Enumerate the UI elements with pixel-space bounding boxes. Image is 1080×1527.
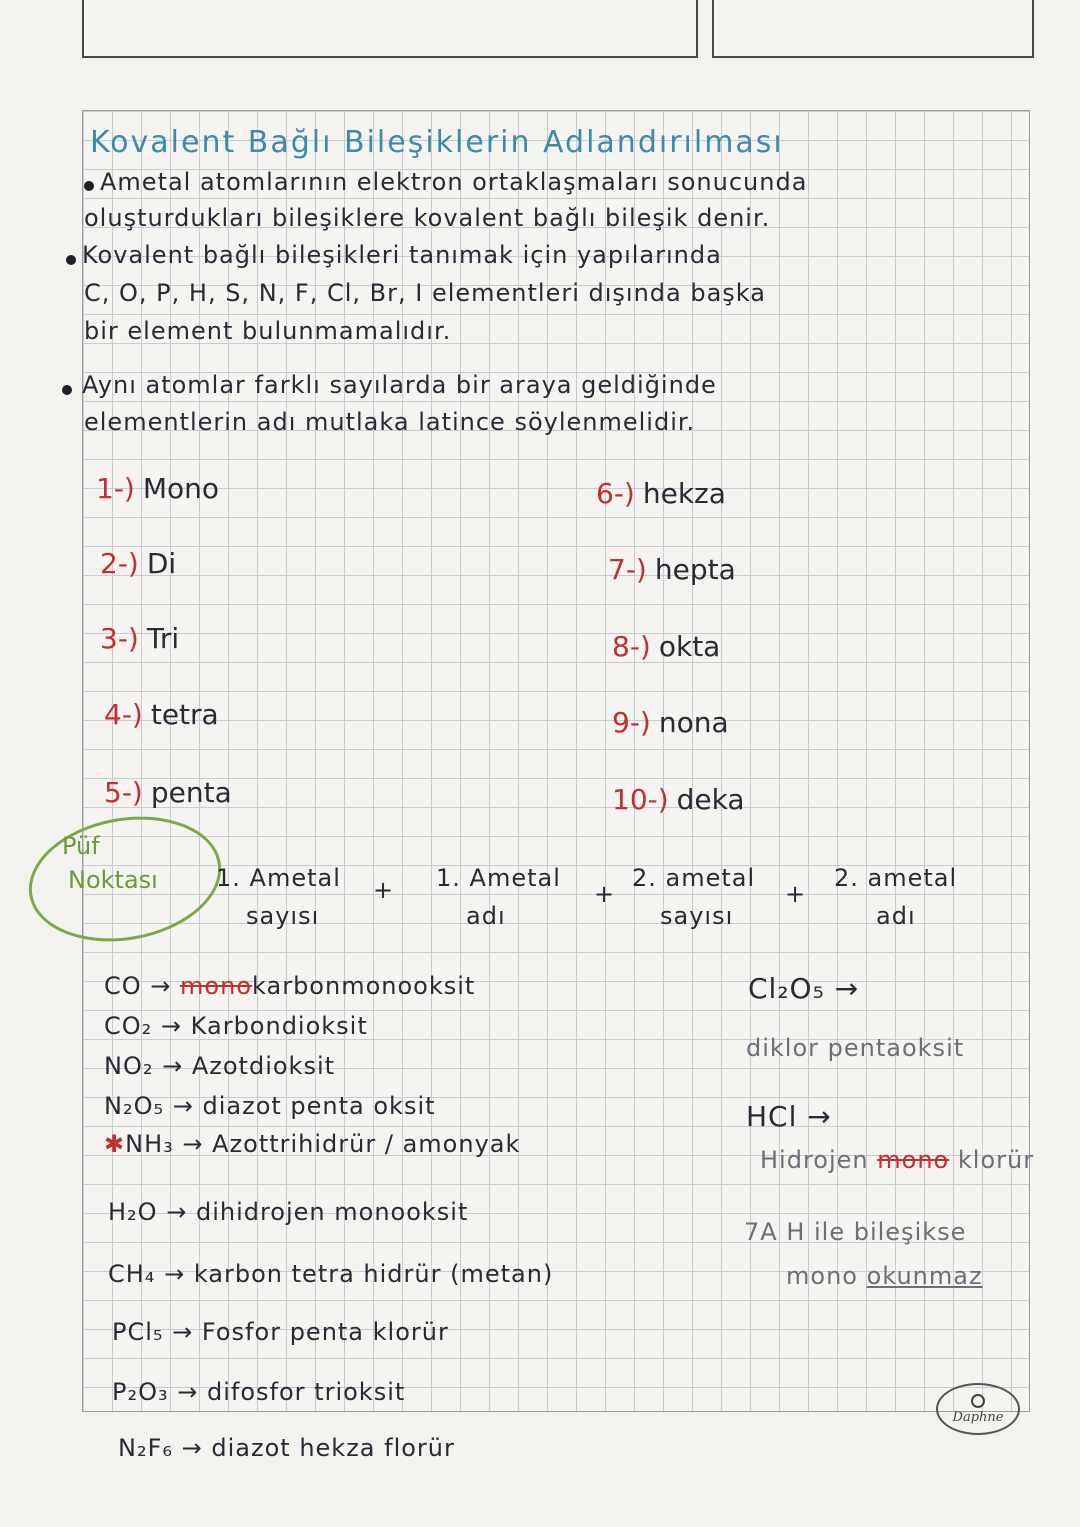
note-line-5: bir element bulunmamalıdır. xyxy=(84,317,452,345)
prefix-4: 4-) tetra xyxy=(104,698,219,731)
rule-part-4a: 2. ametal xyxy=(834,864,958,892)
rule-part-1a: 1. Ametal xyxy=(216,864,341,892)
bullet-3 xyxy=(62,385,72,395)
example-p2o3: P₂O₃ → difosfor trioksit xyxy=(112,1378,406,1406)
logo-mark-icon xyxy=(971,1394,985,1408)
prefix-9: 9-) nona xyxy=(612,706,729,739)
example-co2: CO₂ → Karbondioksit xyxy=(104,1012,368,1040)
daphne-logo xyxy=(936,1383,1020,1435)
prefix-1: 1-) Mono xyxy=(96,472,220,505)
note-line-7: elementlerin adı mutlaka latince söylenmelidir. xyxy=(84,408,696,436)
rule-part-1b: sayısı xyxy=(246,902,320,930)
side-cl2o5-name: diklor pentaoksit xyxy=(746,1034,965,1062)
prefix-2: 2-) Di xyxy=(100,547,177,580)
rule-plus-1: + xyxy=(373,876,395,904)
tip-label-2: Noktası xyxy=(68,866,158,894)
rule-part-2a: 1. Ametal xyxy=(436,864,561,892)
side-hcl-name: Hidrojen mono klorür xyxy=(760,1146,1035,1174)
rule-part-2b: adı xyxy=(466,902,506,930)
prefix-10: 10-) deka xyxy=(612,783,745,816)
top-margin-box-left xyxy=(82,0,698,58)
side-note-line-2: mono okunmaz xyxy=(786,1262,983,1290)
note-line-3: Kovalent bağlı bileşikleri tanımak için yapılarında xyxy=(82,241,722,269)
rule-part-3a: 2. ametal xyxy=(632,864,756,892)
logo-text: Daphne xyxy=(952,1409,1004,1425)
example-ch4: CH₄ → karbon tetra hidrür (metan) xyxy=(108,1260,554,1288)
prefix-5: 5-) penta xyxy=(104,776,232,809)
example-no2: NO₂ → Azotdioksit xyxy=(104,1052,336,1080)
prefix-6: 6-) hekza xyxy=(596,477,726,510)
prefix-7: 7-) hepta xyxy=(608,553,736,586)
prefix-8: 8-) okta xyxy=(612,630,721,663)
note-line-6: Aynı atomlar farklı sayılarda bir araya geldiğinde xyxy=(82,371,717,399)
side-hcl-formula: HCl → xyxy=(746,1100,832,1133)
bullet-2 xyxy=(66,255,76,265)
example-n2o5: N₂O₅ → diazot penta oksit xyxy=(104,1092,436,1120)
rule-plus-3: + xyxy=(785,880,807,908)
example-n2f6: N₂F₆ → diazot hekza florür xyxy=(118,1434,455,1462)
example-co: CO → monokarbonmonooksit xyxy=(104,972,476,1000)
bullet-1 xyxy=(84,181,94,191)
rule-part-3b: sayısı xyxy=(660,902,734,930)
page-title: Kovalent Bağlı Bileşiklerin Adlandırılması xyxy=(90,125,784,160)
note-line-2: oluşturdukları bileşiklere kovalent bağlı bileşik denir. xyxy=(84,204,771,232)
top-margin-box-right xyxy=(712,0,1034,58)
example-nh3: ✱NH₃ → Azottrihidrür / amonyak xyxy=(104,1130,521,1158)
example-h2o: H₂O → dihidrojen monooksit xyxy=(108,1198,469,1226)
note-line-4: C, O, P, H, S, N, F, Cl, Br, I elementleri dışında başka xyxy=(84,279,766,307)
prefix-3: 3-) Tri xyxy=(100,622,180,655)
note-line-1: Ametal atomlarının elektron ortaklaşmaları sonucunda xyxy=(100,168,808,196)
tip-label-1: Püf xyxy=(62,832,100,860)
rule-plus-2: + xyxy=(594,880,616,908)
example-pcl5: PCl₅ → Fosfor penta klorür xyxy=(112,1318,449,1346)
rule-part-4b: adı xyxy=(876,902,916,930)
side-note-line-1: 7A H ile bileşikse xyxy=(744,1218,967,1246)
side-cl2o5-formula: Cl₂O₅ → xyxy=(748,972,860,1005)
